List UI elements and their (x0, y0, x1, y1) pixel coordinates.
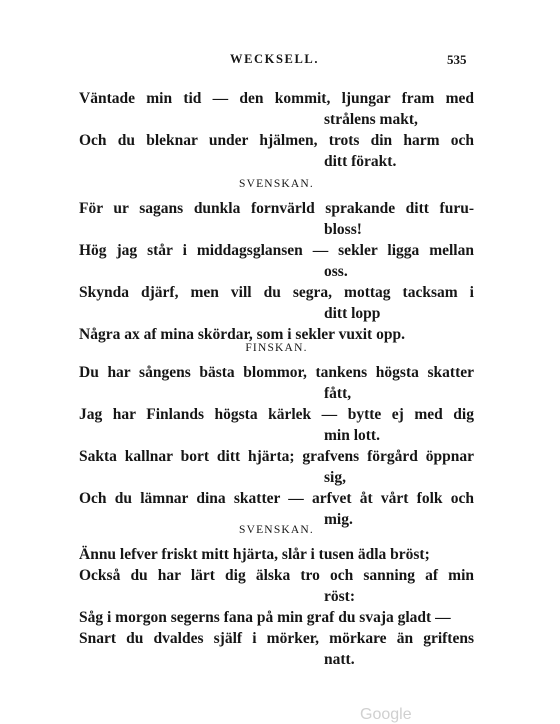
verse-line-turnover: bloss! (324, 221, 362, 238)
verse-line-turnover: ditt lopp (324, 305, 381, 322)
verse-line: Ännu lefver friskt mitt hjärta, slår i tusen ädla bröst; (79, 546, 430, 563)
verse-line: Du har sångens bästa blommor, tankens högsta skatter (79, 364, 474, 381)
verse-section (79, 176, 474, 345)
verse-section (79, 522, 474, 670)
verse-block (79, 88, 474, 172)
section-title: FINSKAN. (245, 342, 308, 354)
verse-line: Hög jag står i middagsglansen — sekler ligga mellan (79, 242, 474, 259)
verse-section (79, 88, 474, 172)
verse-line-turnover: min lott. (324, 427, 380, 444)
verse-line-turnover: mig. (324, 511, 353, 528)
section-title: SVENSKAN. (238, 178, 315, 190)
verse-line: Och du bleknar under hjälmen, trots din harm och (79, 132, 474, 149)
verse-section (79, 340, 474, 530)
verse-line: Också du har lärt dig älska tro och sanning af min (79, 567, 474, 584)
verse-line-turnover: ditt förakt. (324, 153, 397, 170)
verse-line-turnover: röst: (324, 588, 355, 605)
watermark-text: Google (360, 706, 412, 723)
verse-line: Några ax af mina skördar, som i sekler vuxit opp. (79, 326, 405, 343)
verse-block (79, 362, 474, 530)
verse-line: Såg i morgon segerns fana på min graf du svaja gladt — (79, 609, 451, 626)
verse-line-turnover: fått, (324, 385, 352, 402)
verse-line-turnover: oss. (324, 263, 348, 280)
verse-block (79, 198, 474, 345)
verse-line: Och du lämnar dina skatter — arfvet åt vårt folk och (79, 490, 474, 507)
verse-line: Sakta kallnar bort ditt hjärta; grafvens förgård öppnar (79, 448, 474, 465)
verse-line-turnover: strålens makt, (324, 111, 418, 128)
verse-line: Jag har Finlands högsta kärlek — bytte ej med dig (79, 406, 474, 423)
page-header (0, 52, 560, 72)
verse-block (79, 544, 474, 670)
verse-line: Väntade min tid — den kommit, ljungar fram med (79, 90, 474, 107)
verse-line: Snart du dvaldes själf i mörker, mörkare än griftens (79, 630, 474, 647)
section-title: SVENSKAN. (238, 524, 315, 536)
verse-line-turnover: natt. (324, 651, 355, 668)
page-number: 535 (447, 52, 467, 67)
verse-line: För ur sagans dunkla fornvärld sprakande ditt furu- (79, 200, 474, 217)
verse-line: Skynda djärf, men vill du segra, mottag tacksam i (79, 284, 474, 301)
verse-line-turnover: sig, (324, 469, 346, 486)
running-head: WECKSELL. (230, 52, 320, 66)
